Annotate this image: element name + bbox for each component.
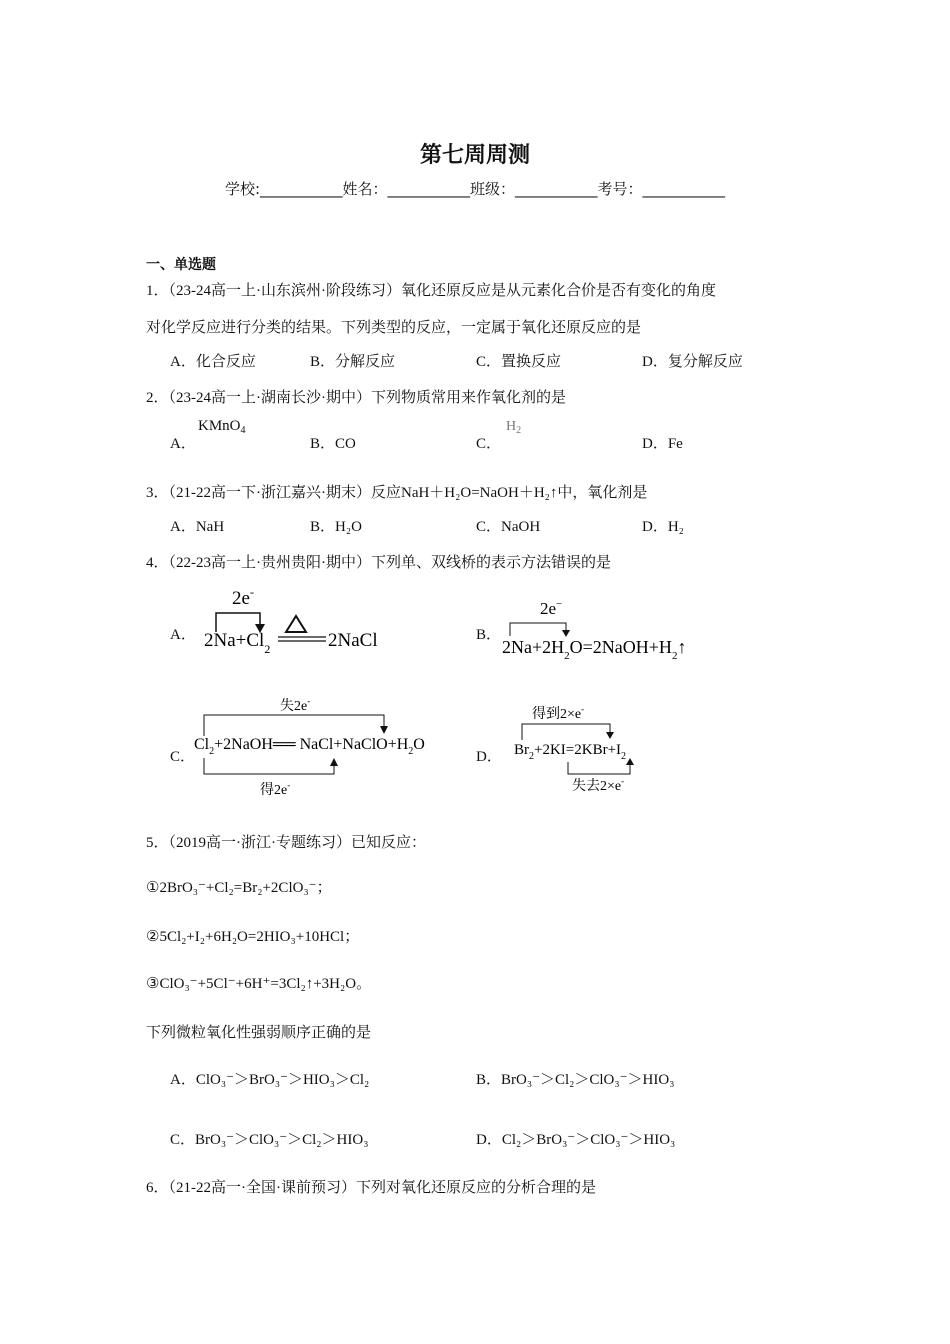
q2-option-d[interactable]: D．Fe <box>642 436 683 452</box>
q4-b-equation: $2Na+2H_2O=2NaOH+H_2↑$ <box>502 637 687 662</box>
q4-d-bottom-label: 失去2×e- <box>572 776 625 794</box>
q2-a-formula-text: KMnO <box>198 418 241 434</box>
q3-stem: 3．（21-22高一下·浙江嘉兴·期末）反应NaH＋H₂O=NaOH＋H₂↑中，氧化剂是 <box>146 485 648 501</box>
q1-stem-line1: 1．（23-24高一上·山东滨州·阶段练习）氧化还原反应是从元素化合价是否有变化的角度 <box>146 283 716 299</box>
q5-option-a[interactable]: A．ClO₃⁻＞BrO₃⁻＞HIO₃＞Cl₂ <box>170 1072 370 1088</box>
q4-c-top-label: 失2e- <box>280 696 311 714</box>
q3-option-a[interactable]: A．NaH <box>170 519 225 535</box>
q5-stem: 5．（2019高一·浙江·专题练习）已知反应： <box>146 835 426 851</box>
q4-c-bottom-label: 得2e- <box>260 780 291 798</box>
q4-option-b-label[interactable]: B． <box>476 627 502 643</box>
q4-d-top-bridge <box>522 724 610 740</box>
q5-reaction-2: ②5Cl₂+I₂+6H₂O=2HIO₃+10HCl； <box>146 929 360 945</box>
q4-c-bottom-bridge <box>204 758 334 774</box>
q5-option-b[interactable]: B．BrO₃⁻＞Cl₂＞ClO₃⁻＞HIO₃ <box>476 1072 675 1088</box>
q4-option-c-label[interactable]: C． <box>170 749 196 765</box>
q5-reaction-1: ①2BrO₃⁻+Cl₂=Br₂+2ClO₃⁻； <box>146 880 332 896</box>
q5-option-d[interactable]: D．Cl₂＞BrO₃⁻＞ClO₃⁻＞HIO₃ <box>476 1132 676 1148</box>
q1-option-d[interactable]: D．复分解反应 <box>642 354 743 370</box>
q4-a-equation-right: 2NaCl <box>328 630 378 651</box>
q5-option-c[interactable]: C．BrO₃⁻＞ClO₃⁻＞Cl₂＞HIO₃ <box>170 1132 369 1148</box>
student-info-line: 学校:___________姓名：___________班级：___________考号：___________ <box>224 180 726 198</box>
q4-c-top-arrowhead <box>380 726 388 734</box>
q3-option-c[interactable]: C．NaOH <box>476 519 541 535</box>
q4-a-equation-left: $2Na+Cl_2$ <box>204 630 271 656</box>
q4-c-equation: $Cl_2+2NaOH══$ $NaCl+NaClO+H_2O$ <box>194 736 425 757</box>
q4-option-a-diagram <box>200 582 400 662</box>
q4-option-d-diagram <box>510 702 650 798</box>
page-title: 第七周周测 <box>419 143 530 168</box>
q3-option-b[interactable]: B．H₂O <box>310 519 362 535</box>
q1-option-c[interactable]: C．置换反应 <box>476 354 562 370</box>
q2-c-formula-text: H <box>506 419 517 434</box>
q2-a-formula-sub: 4 <box>240 425 246 436</box>
q2-option-c[interactable] <box>476 432 501 453</box>
q4-c-bottom-arrowhead <box>330 758 338 766</box>
q5-reaction-3: ③ClO₃⁻+5Cl⁻+6H⁺=3Cl₂↑+3H₂O。 <box>146 976 372 992</box>
q1-option-a[interactable]: A．化合反应 <box>170 354 256 370</box>
q2-option-a[interactable] <box>170 432 196 453</box>
q2-option-c-formula <box>506 419 521 436</box>
q4-d-equation: $Br_2+2KI=2KBr+I_2$ <box>514 742 627 762</box>
q6-stem: 6．（21-22高一·全国·课前预习）下列对氧化还原反应的分析合理的是 <box>146 1180 596 1196</box>
q2-option-c-label: C． <box>476 436 502 452</box>
q3-option-d[interactable]: D．H₂ <box>642 519 684 535</box>
q4-option-c-diagram <box>192 694 457 802</box>
q4-c-top-bridge <box>204 715 384 736</box>
q4-b-arrowhead <box>562 630 570 637</box>
q1-stem-line2: 对化学反应进行分类的结果。下列类型的反应，一定属于氧化还原反应的是 <box>146 320 642 336</box>
q2-c-formula-sub: 2 <box>516 425 522 436</box>
q4-a-electron: 2e- <box>232 585 254 609</box>
q2-option-b[interactable]: B．CO <box>310 436 356 452</box>
q4-option-d-label[interactable]: D． <box>476 749 502 765</box>
triangle-heat-icon <box>286 616 306 632</box>
q2-stem: 2．（23-24高一上·湖南长沙·期中）下列物质常用来作氧化剂的是 <box>146 390 566 406</box>
q4-d-bottom-arrowhead <box>626 758 634 765</box>
q4-option-a-label[interactable]: A． <box>170 627 196 643</box>
q4-stem: 4．（22-23高一上·贵州贵阳·期中）下列单、双线桥的表示方法错误的是 <box>146 555 611 571</box>
q4-option-b-diagram <box>500 596 730 670</box>
q1-option-b[interactable]: B．分解反应 <box>310 354 396 370</box>
q4-d-top-label: 得到2×e- <box>532 704 585 722</box>
q4-b-bridge-line <box>510 623 566 636</box>
section-heading: 一、单选题 <box>146 257 216 273</box>
q5-prompt: 下列微粒氧化性强弱顺序正确的是 <box>146 1025 372 1041</box>
q4-b-electron: 2e− <box>540 598 563 618</box>
q2-option-a-formula <box>198 418 246 436</box>
q4-d-bottom-bridge <box>568 762 630 774</box>
q4-d-top-arrowhead <box>606 732 614 739</box>
q2-option-a-label: A． <box>170 436 196 452</box>
